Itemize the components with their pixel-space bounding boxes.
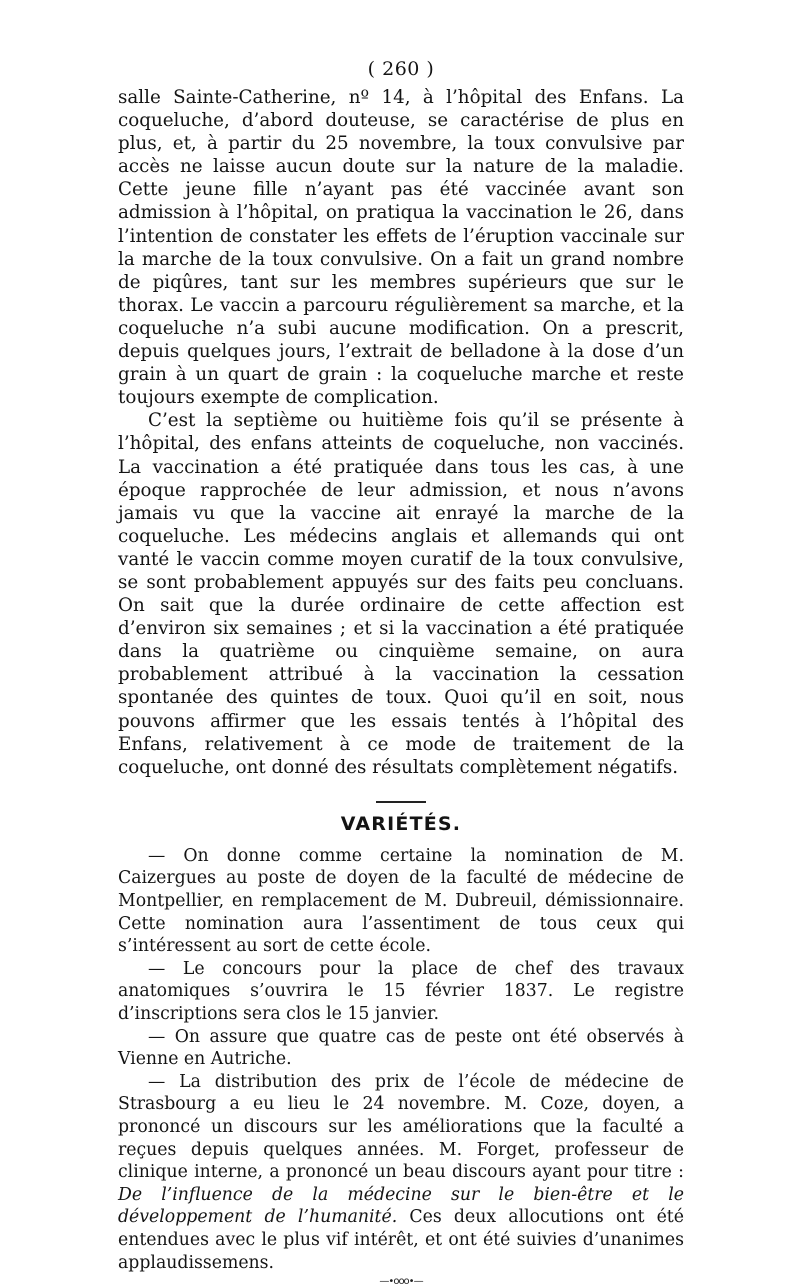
discourse-title: De l’influence de la médecine sur le bien-être et le développement de l’humanité. <box>118 1184 684 1228</box>
section-title: VARIÉTÉS. <box>340 812 462 835</box>
news-list <box>118 845 684 1274</box>
page <box>118 58 684 1288</box>
end-ornament: —•ooo•— <box>379 1276 423 1288</box>
paragraph-conclusion: C’est la septième ou huitième fois qu’il se présente à l’hôpital, des enfans atteints de coqueluche, non vaccinés. La vaccination a été pratiquée dans tous les cas, à une époque rapprochée de leur admission, et nous n’avons jamais vu que la vaccine ait enrayé la marche de la coqueluche. Les médecins anglais et allemands qui ont vanté le vaccin comme moyen curatif de la toux convulsive, se sont probablement appuyés sur des faits peu concluans. On sait que la durée ordinaire de cette affection est d’environ six semaines ; et si la vaccination a été pratiquée dans la quatrième ou cinquième semaine, on aura probablement attribué à la vaccination la cessation spontanée des quintes de toux. Quoi qu’il en soit, nous pouvons affirmer que les essais tentés à l’hôpital des Enfans, relativement à ce mode de traitement de la coqueluche, ont donné des résultats complètement négatifs. <box>118 410 684 778</box>
paragraph-continuation: salle Sainte-Catherine, nº 14, à l’hôpital des Enfans. La coqueluche, d’abord douteuse, se caractérise de plus en plus, et, à partir du 25 novembre, la toux convulsive par accès ne laisse aucun doute sur la nature de la maladie. Cette jeune fille n’ayant pas été vaccinée avant son admission à l’hôpital, on pratiqua la vaccination le 26, dans l’intention de constater les effets de l’éruption vaccinale sur la marche de la toux convulsive. On a fait un grand nombre de piqûres, tant sur les membres supérieurs que sur le thorax. Le vaccin a parcouru régulièrement sa marche, et la coqueluche n’a subi aucune modification. On a prescrit, depuis quelques jours, l’extrait de belladone à la dose d’un grain à un quart de grain : la coqueluche marche et reste toujours exempte de complication. <box>118 87 684 409</box>
page-number: ( 260 ) <box>367 58 435 80</box>
news-item-strasbourg-text: — La distribution des prix de l’école de médecine de Strasbourg a eu lieu le 24 novembre. M. Coze, doyen, a prononcé un discours sur les améliorations que la faculté a reçues depuis quelques années. M. Forget, professeur de clinique interne, a prononcé un beau discours ayant pour titre : <box>118 1071 684 1183</box>
news-item-strasbourg <box>118 1071 684 1274</box>
section-divider <box>376 801 426 803</box>
news-item-strasbourg-end: Ces deux allocutions ont été entendues avec le plus vif intérêt, et ont été suivies d’unanimes applaudissemens. <box>118 1207 684 1273</box>
news-item-montpellier: — On donne comme certaine la nomination de M. Caizergues au poste de doyen de la faculté de médecine de Montpellier, en remplacement de M. Dubreuil, démissionnaire. Cette nomination aura l’assentiment de tous ceux qui s’intéressent au sort de cette école. <box>118 845 684 957</box>
news-item-peste: — On assure que quatre cas de peste ont été observés à Vienne en Autriche. <box>118 1026 684 1070</box>
news-item-concours: — Le concours pour la place de chef des travaux anatomiques s’ouvrira le 15 février 1837. Le registre d’inscriptions sera clos le 15 janvier. <box>118 958 684 1024</box>
article-body <box>118 86 684 779</box>
